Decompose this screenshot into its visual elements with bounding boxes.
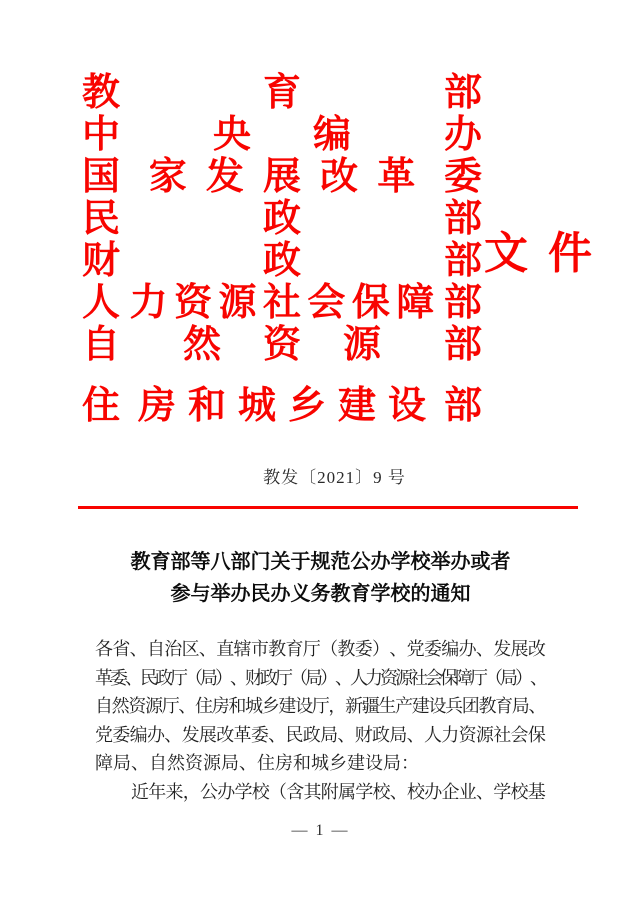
document-title bbox=[0, 546, 641, 610]
letterhead-line-human-resources: 人 力 资 源 社 会 保 障 部 bbox=[82, 282, 482, 324]
body-line: 近 年 来 ， 公 办 学 校 （ 含 其 附 属 学 校 、 校 办 企 业 、 学 校 基 bbox=[131, 781, 546, 802]
body-paragraph bbox=[95, 635, 548, 807]
letterhead-line-natural-resources: 自 然 资 源 部 bbox=[82, 324, 482, 366]
red-divider-rule bbox=[78, 506, 578, 509]
document-title-line-1: 教育部等八部门关于规范公办学校举办或者 bbox=[130, 551, 511, 573]
document-type-label: 文 件 bbox=[484, 229, 592, 278]
body-line: 各 省 、 自 治 区 、 直 辖 市 教 育 厅 （ 教 委 ） 、 党 委 编 办 、 发 展 改 bbox=[95, 639, 546, 659]
letterhead-line-ndrc: 国 家 发 展 改 革 委 bbox=[82, 156, 482, 198]
document-number: 教发〔2021〕9 号 bbox=[263, 468, 406, 487]
body-line: 党 委 编 办 、 发 展 改 革 委 、 民 政 局 、 财 政 局 、 人 力 资 源 社 会 保 bbox=[95, 724, 546, 745]
letterhead-line-moe: 教 育 部 bbox=[82, 72, 482, 114]
letterhead bbox=[82, 72, 482, 427]
letterhead-line-finance: 财 政 部 bbox=[82, 240, 482, 282]
letterhead-line-housing: 住 房 和 城 乡 建 设 部 bbox=[82, 385, 482, 427]
page-number: — 1 — bbox=[291, 822, 350, 839]
body-line: 自 然 资 源 厅 、 住 房 和 城 乡 建 设 厅 ， 新 疆 生 产 建 设 兵 团 教 育 局 、 bbox=[95, 696, 547, 717]
document-title-line-2: 参与举办民办义务教育学校的通知 bbox=[170, 583, 471, 605]
letterhead-line-central-org-office: 中 央 编 办 bbox=[82, 114, 482, 156]
letterhead-line-civil-affairs: 民 政 部 bbox=[82, 198, 482, 240]
body-line: 革 委 、 民 政 厅 （ 局 ） 、 财 政 厅 （ 局 ） 、 人 力 资 源 社 会 保 障 厅 （ 局 ） 、 bbox=[95, 667, 548, 688]
body-line: 障局、自然资源局、住房和城乡建设局： bbox=[95, 753, 419, 774]
